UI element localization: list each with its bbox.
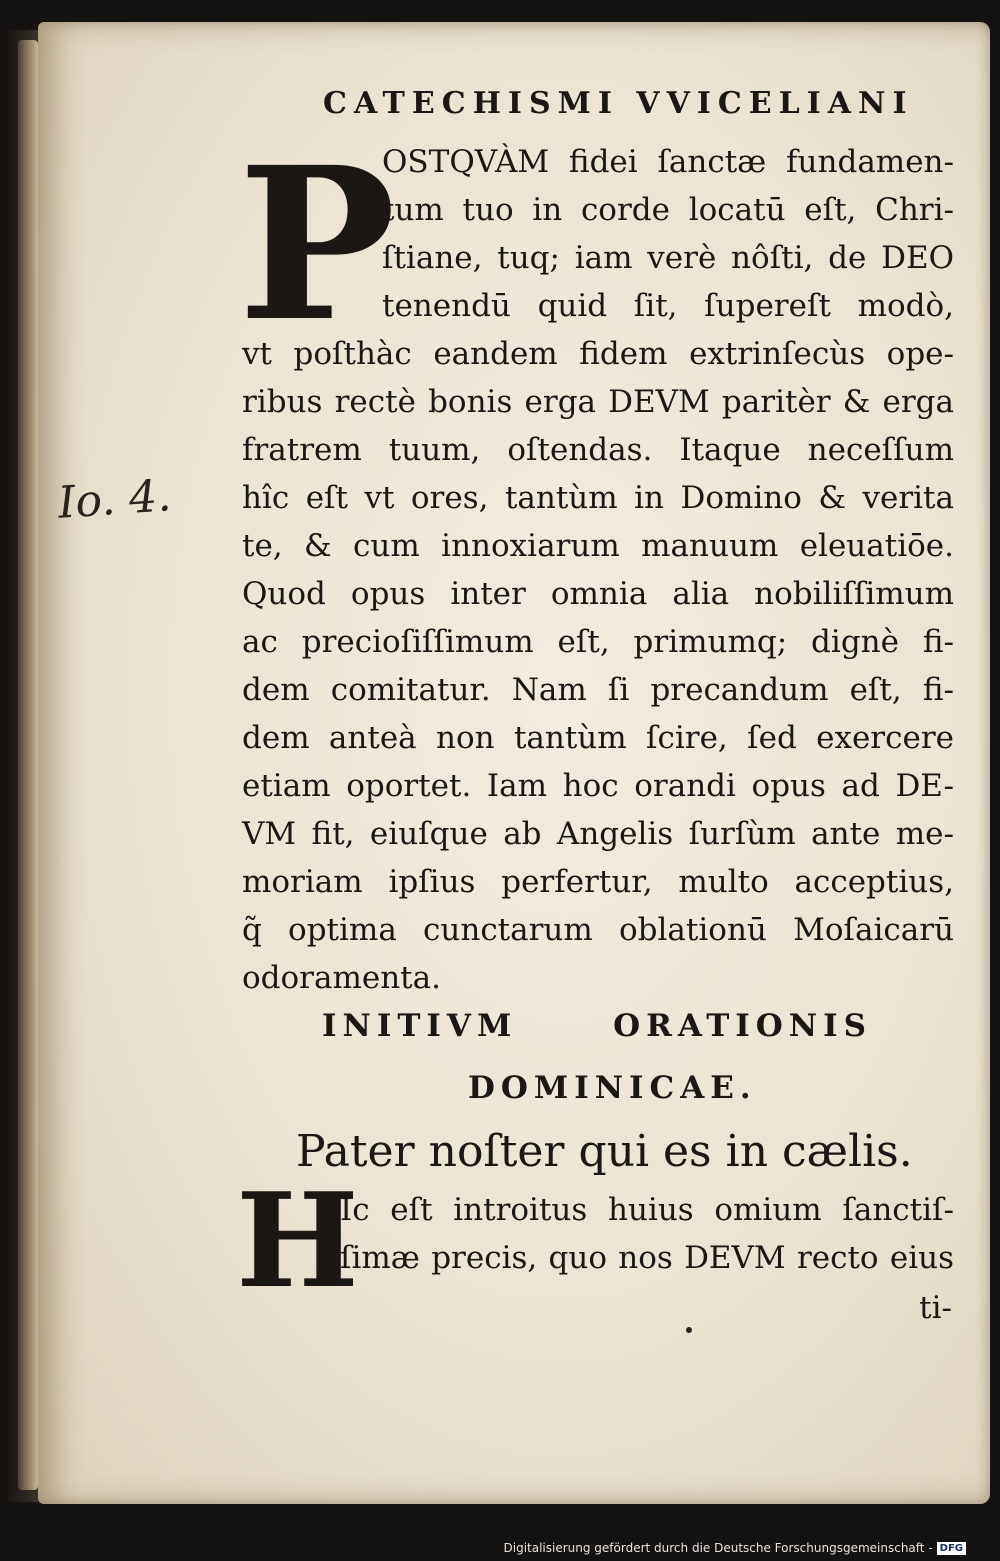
text-line: etiam oportet. Iam hoc orandi opus ad DE- [242, 768, 954, 804]
text-line: OSTQVÀM fidei ſanctæ fundamen- [382, 144, 954, 180]
text-line: dem anteà non tantùm ſcire, ſed exercere [242, 720, 954, 756]
text-line: fratrem tuum, oſtendas. Itaque neceſſum [242, 432, 954, 468]
text-line: tenendū quid ſit, ſupereſt modò, [382, 288, 954, 324]
text-line: ſimæ precis, quo nos DEVM recto eius [340, 1240, 954, 1276]
catchword: ti- [919, 1290, 952, 1326]
ink-dot [686, 1327, 692, 1333]
text-line: ſtiane, tuq; iam verè nôſti, de DEO [382, 240, 954, 276]
text-line: VM fit, eiuſque ab Angelis ſurſùm ante me- [242, 816, 954, 852]
footer-credit: Digitalisierung gefördert durch die Deutsche Forschungsgemeinschaft - [503, 1541, 933, 1555]
text-line: moriam ipſius perfertur, multo acceptius, [242, 864, 954, 900]
text-line: ac precioſiſſimum eſt, primumq; dignè fi- [242, 624, 954, 660]
text-line: hîc eſt vt ores, tantùm in Domino & verita [242, 480, 954, 516]
text-line: dem comitatur. Nam ſi precandum eſt, fi- [242, 672, 954, 708]
section-heading: INITIVM ORATIONIS [322, 1008, 872, 1044]
text-line: te, & cum innoxiarum manuum eleuatiōe. [242, 528, 954, 564]
dfg-logo-icon: DFG [937, 1542, 966, 1555]
page-edges [18, 40, 38, 1490]
section-subheading: DOMINICAE. [468, 1070, 757, 1106]
text-line: Quod opus inter omnia alia nobiliſſimum [242, 576, 954, 612]
drop-cap-p: P [238, 121, 396, 368]
text-line: ribus rectè bonis erga DEVM paritèr & erga [242, 384, 954, 420]
text-line: q̃ optima cunctarum oblationū Moſaicarū [242, 912, 954, 948]
text-line: vt poſthàc eandem fidem extrinſecùs ope- [242, 336, 954, 372]
handwritten-margin-note: Io. 4. [56, 470, 173, 529]
text-line: odoramenta. [242, 960, 441, 996]
text-line: tum tuo in corde locatū eſt, Chri- [382, 192, 954, 228]
prayer-verse-heading: Pater noſter qui es in cælis. [296, 1126, 913, 1177]
digitization-footer [504, 1541, 967, 1555]
text-line: Ic eſt introitus huius omium ſanctiſ- [340, 1192, 954, 1228]
drop-cap-h: H [236, 1164, 359, 1317]
running-head: CATECHISMI VVICELIANI [323, 86, 914, 121]
